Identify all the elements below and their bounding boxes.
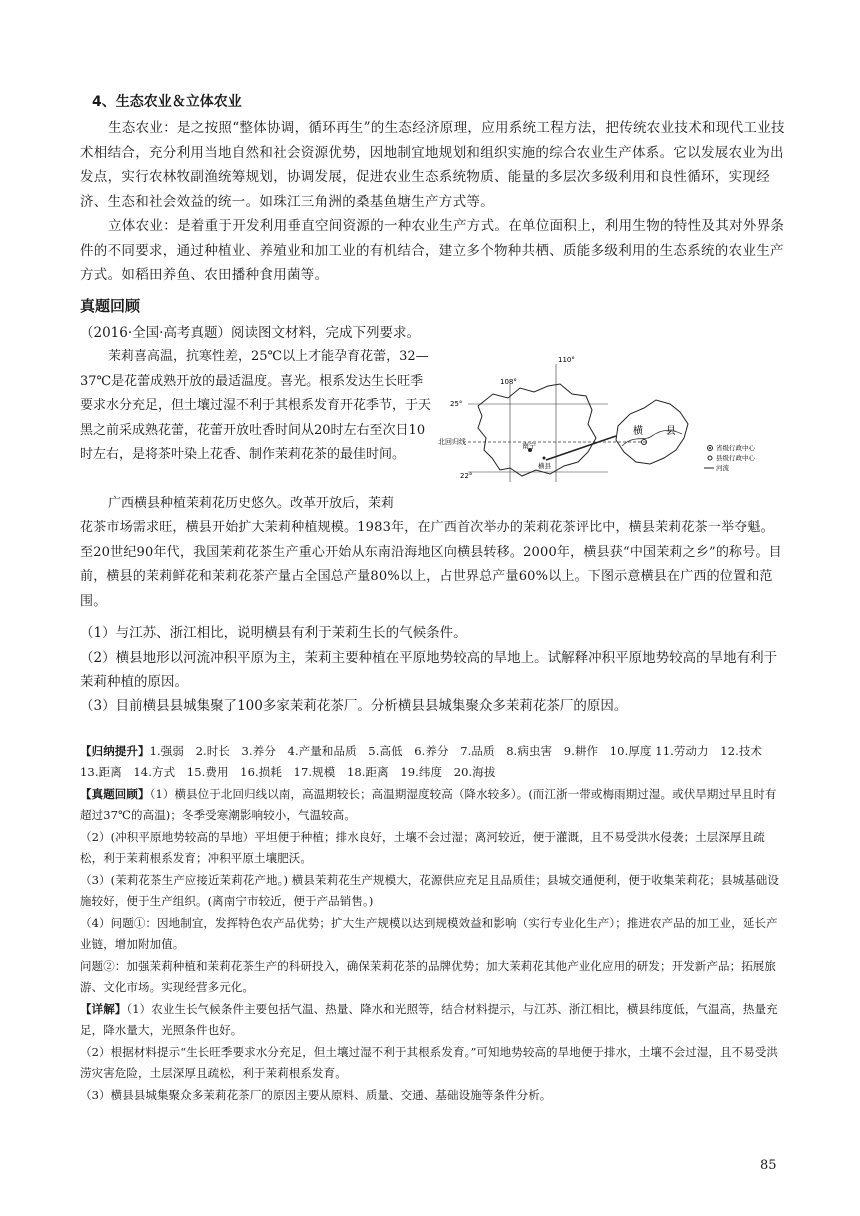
nanning-label: 南宁 <box>522 442 536 450</box>
lat-22-label: 22° <box>460 472 473 480</box>
summary-text: 1.强弱 2.时长 3.养分 4.产量和品质 5.高低 6.养分 7.品质 8.病虫害 9.耕作 10.厚度 11.劳动力 12.技术 13.距离 14.方式 15.费用 16.损耗 17.规模 18.距离 19.纬度 20.海拔 <box>80 744 774 779</box>
connector-arrow <box>546 436 616 460</box>
page-number: 85 <box>760 1158 777 1173</box>
review-answer-3: （3）(茉莉花茶生产应接近茉莉花产地。) 横县茉莉花生产规模大，花源供应充足且品质佳；县城交通便利，便于收集茉莉花；县城基础设施较好，便于生产组织。(离南宁市较近，便于产品销售。) <box>80 873 779 908</box>
eco-agriculture-paragraph: 生态农业：是之按照“整体协调，循环再生”的生态经济原理，应用系统工程方法，把传统农业技术和现代工业技术相结合，充分利用当地自然和社会资源优势，因地制宜地规划和组织实施的综合农业生产体系。它以发展农业为出发点，实行农林牧副渔统筹规划，协调发展，促进农业生态系统物质、能量的多层次多级利用和良性循环，实现经济、生态和社会效益的统一。如珠江三角洲的桑基鱼塘生产方式等。 <box>80 120 785 210</box>
legend-provincial-label: 省级行政中心 <box>716 444 755 452</box>
exam-source: （2016·全国·高考真题）阅读图文材料，完成下列要求。 <box>80 325 420 341</box>
guangxi-location-map <box>438 354 780 487</box>
review-section-title: 真题回顾 <box>80 297 141 315</box>
detail-answer-3: （3）横县县城集聚众多茉莉花茶厂的原因主要从原料、质量、交通、基础设施等条件分析。 <box>80 1088 552 1102</box>
heng-label: 横 <box>633 426 643 437</box>
question-1: （1）与江苏、浙江相比，说明横县有利于茉莉生长的气候条件。 <box>80 625 467 641</box>
question-2: （2）横县地形以河流冲积平原为主，茉莉主要种植在平原地势较高的旱地上。试解释冲积平原地势较高的旱地有利于茉莉种植的原因。 <box>80 650 778 690</box>
question-3: （3）目前横县县城集聚了100多家茉莉花茶厂。分析横县县城集聚众多茉莉花茶厂的原因。 <box>80 698 628 714</box>
review-answer-5: 问题②：加强茉莉种植和茉莉花茶生产的科研投入，确保茉莉花茶的品牌优势；加大茉莉花其他产业化应用的研发；开发新产品；拓展旅游、文化市场。实现经营多元化。 <box>80 959 776 994</box>
review-answer-4: （4）问题①：因地制宜，发挥特色农产品优势；扩大生产规模以达到规模效益和影响（实行专业化生产）；推进农产品的加工业，延长产业链，增加附加值。 <box>80 916 778 951</box>
material-paragraph-2-start: 广西横县种植茉莉花历史悠久。改革开放后，茉莉 <box>108 496 395 511</box>
stereo-agriculture-paragraph: 立体农业：是着重于开发利用垂直空间资源的一种农业生产方式。在单位面积上，利用生物的特性及其对外界条件的不同要求，通过种植业、养殖业和加工业的有机结合，建立多个物种共栖、质能多级利用的生态系统的农业生产方式。如稻田养鱼、农田播种食用菌等。 <box>80 218 785 283</box>
guangxi-outline <box>478 384 596 476</box>
review-answer-2: （2）(冲积平原地势较高的旱地）平坦便于种植；排水良好，土壤不会过湿；离河较近，便于灌溉，且不易受洪水侵袭；土层深厚且疏松，利于茉莉根系发育；冲积平原土壤肥沃。 <box>80 830 765 865</box>
legend-river-label: 河流 <box>716 464 729 472</box>
tropic-label: 北回归线 <box>438 438 466 446</box>
xian-label: 县 <box>666 426 676 437</box>
hengxian-dot <box>543 457 546 460</box>
detail-answer-1 <box>80 999 786 1041</box>
summary-tag: 【归纳提升】 <box>80 744 150 758</box>
detail-answer-2: （2）根据材料提示“生长旺季要求水分充足，但土壤过湿不利于其根系发育。”可知地势较高的旱地便于排水，土壤不会过湿，且不易受洪涝灾害危险，土层深厚且疏松，利于茉莉根系发育。 <box>80 1045 779 1080</box>
material-paragraph-1: 茉莉喜高温，抗寒性差，25℃以上才能孕育花蕾，32—37℃是花蕾成熟开放的最适温度。喜光。根系发达生长旺季要求水分充足，但土壤过湿不利于其根系发育开花季节，于天黑之前采成熟花蕾，花蕾开放吐香时间从20时左右至次日10时左右，是将茶叶染上花香、制作茉莉花茶的最佳时间。 <box>80 349 432 462</box>
detail-tag: 【详解】 <box>80 1002 127 1016</box>
map-legend <box>704 443 756 472</box>
review-1-text: （1）横县位于北回归线以南，高温期较长；高温期湿度较高（降水较多）。(而江浙一带或梅雨期过湿。或伏旱期过早且时有超过37℃的高温)；冬季受寒潮影响较小，气温较高。 <box>80 787 777 822</box>
material-paragraph-2-rest: 花茶市场需求旺，横县开始扩大茉莉种植规模。1983年，在广西首次举办的茉莉花茶评比中，横县茉莉花茶一举夺魁。至20世纪90年代，我国茉莉花茶生产重心开始从东南沿海地区向横县转移。2000年，横县获“中国茉莉之乡”的称号。目前，横县的茉莉鲜花和茉莉花茶产量占全国总产量80%以上，占世界总产量60%以上。下图示意横县在广西的位置和范围。 <box>80 520 782 609</box>
detail-1-text: （1）农业生长气候条件主要包括气温、热量、降水和光照等，结合材料提示，与江苏、浙江相比，横县纬度低，气温高，热量充足，降水量大，光照条件也好。 <box>80 1002 778 1037</box>
review-answer-1 <box>80 784 786 826</box>
lon-110-label: 110° <box>558 356 575 364</box>
lon-108-label: 108° <box>500 378 517 386</box>
hengxian-small-label: 横县 <box>538 462 551 470</box>
legend-county-label: 县级行政中心 <box>716 454 755 462</box>
lat-25-label: 25° <box>450 400 463 408</box>
section-heading: 4、生态农业＆立体农业 <box>92 94 242 110</box>
review-tag: 【真题回顾】 <box>80 787 150 801</box>
legend-county-symbol <box>708 456 712 460</box>
summary-answers <box>80 741 786 783</box>
